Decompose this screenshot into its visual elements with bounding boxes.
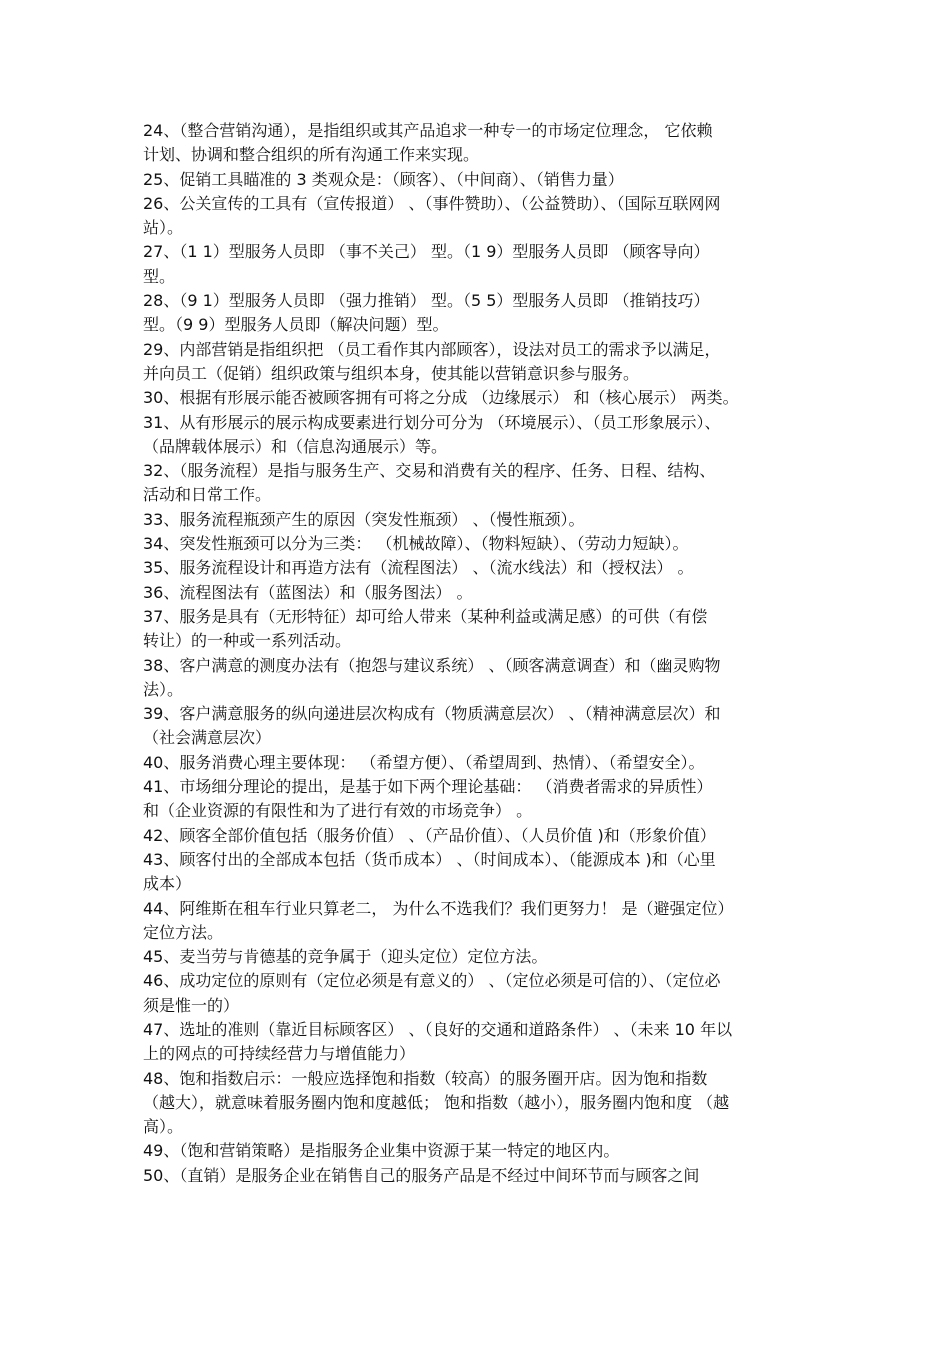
text-line: 38、客户满意的测度办法有（抱怨与建议系统） 、（顾客满意调查）和（幽灵购物: [143, 655, 721, 675]
text-line: 34、突发性瓶颈可以分为三类： （机械故障）、（物料短缺）、（劳动力短缺）。: [143, 534, 689, 554]
document-body: [143, 119, 813, 1188]
text-line: 26、公关宣传的工具有（宣传报道） 、（事件赞助）、（公益赞助）、（国际互联网网: [143, 193, 721, 213]
text-line: 法）。: [143, 679, 184, 699]
text-line: 45、麦当劳与肯德基的竞争属于（迎头定位）定位方法。: [143, 947, 548, 967]
text-line: 和（企业资源的有限性和为了进行有效的市场竞争） 。: [143, 801, 533, 821]
text-line: 48、饱和指数启示：一般应选择饱和指数（较高）的服务圈开店。因为饱和指数: [143, 1068, 708, 1088]
text-line: 计划、协调和整合组织的所有沟通工作来实现。: [143, 145, 480, 165]
text-line: 成本）: [143, 874, 192, 894]
text-line: 36、流程图法有（蓝图法）和（服务图法） 。: [143, 582, 473, 602]
text-line: 49、（饱和营销策略）是指服务企业集中资源于某一特定的地区内。: [143, 1141, 620, 1161]
text-line: 并向员工（促销）组织政策与组织本身，使其能以营销意识参与服务。: [143, 363, 640, 383]
text-line: 25、促销工具瞄准的 3 类观众是：（顾客）、（中间商）、（销售力量）: [143, 169, 624, 189]
text-line: 37、服务是具有（无形特征）却可给人带来（某种利益或满足感）的可供（有偿: [143, 606, 708, 626]
text-line: 27、（1 1）型服务人员即 （事不关己） 型。（1 9）型服务人员即 （顾客导向）: [143, 242, 710, 262]
text-line: （社会满意层次）: [143, 728, 272, 748]
text-line: 35、服务流程设计和再造方法有（流程图法） 、（流水线法）和（授权法） 。: [143, 558, 694, 578]
text-line: 须是惟一的）: [143, 995, 240, 1015]
text-line: 41、市场细分理论的提出，是基于如下两个理论基础： （消费者需求的异质性）: [143, 777, 713, 797]
text-line: 活动和日常工作。: [143, 485, 272, 505]
text-line: 32、（服务流程）是指与服务生产、交易和消费有关的程序、任务、日程、结构、: [143, 461, 716, 481]
text-line: 上的网点的可持续经营力与增值能力）: [143, 1044, 416, 1064]
text-line: 29、内部营销是指组织把 （员工看作其内部顾客），设法对员工的需求予以满足，: [143, 339, 721, 359]
text-line: 42、顾客全部价值包括（服务价值） 、（产品价值）、（人员价值 )和（形象价值）: [143, 825, 716, 845]
text-line: 33、服务流程瓶颈产生的原因（突发性瓶颈） 、（慢性瓶颈）。: [143, 509, 585, 529]
text-line: 31、从有形展示的展示构成要素进行划分可分为 （环境展示）、（员工形象展示）、: [143, 412, 721, 432]
text-line: （品牌载体展示）和（信息沟通展示）等。: [143, 436, 448, 456]
text-line: 24、（整合营销沟通），是指组织或其产品追求一种专一的市场定位理念， 它依赖: [143, 121, 713, 140]
text-line: 47、选址的准则（靠近目标顾客区） 、（良好的交通和道路条件） 、（未来 10 年以: [143, 1019, 733, 1039]
text-line: 40、服务消费心理主要体现： （希望方便）、（希望周到、热情）、（希望安全）。: [143, 752, 705, 772]
text-line: 50、（直销）是服务企业在销售自己的服务产品是不经过中间环节而与顾客之间: [143, 1165, 700, 1185]
text-line: 43、顾客付出的全部成本包括（货币成本） 、（时间成本）、（能源成本 )和（心里: [143, 849, 716, 869]
text-line: 44、阿维斯在租车行业只算老二， 为什么不选我们？我们更努力！ 是（避强定位）: [143, 898, 734, 918]
text-line: 型。（9 9）型服务人员即（解决问题）型。: [143, 315, 449, 335]
text-line: 定位方法。: [143, 922, 224, 942]
text-line: 46、成功定位的原则有（定位必须是有意义的） 、（定位必须是可信的）、（定位必: [143, 971, 721, 991]
text-line: 39、客户满意服务的纵向递进层次构成有（物质满意层次） 、（精神满意层次）和: [143, 704, 721, 724]
text-line: 高）。: [143, 1117, 184, 1137]
text-line: 30、根据有形展示能否被顾客拥有可将之分成 （边缘展示） 和（核心展示） 两类。: [143, 388, 739, 408]
text-line: （越大），就意味着服务圈内饱和度越低； 饱和指数（越小），服务圈内饱和度 （越: [143, 1092, 730, 1112]
text-line: 站）。: [143, 218, 184, 238]
text-line: 型。: [143, 266, 176, 286]
text-line: 28、（9 1）型服务人员即 （强力推销） 型。（5 5）型服务人员即 （推销技巧）: [143, 291, 710, 311]
text-line: 转让）的一种或一系列活动。: [143, 631, 352, 651]
